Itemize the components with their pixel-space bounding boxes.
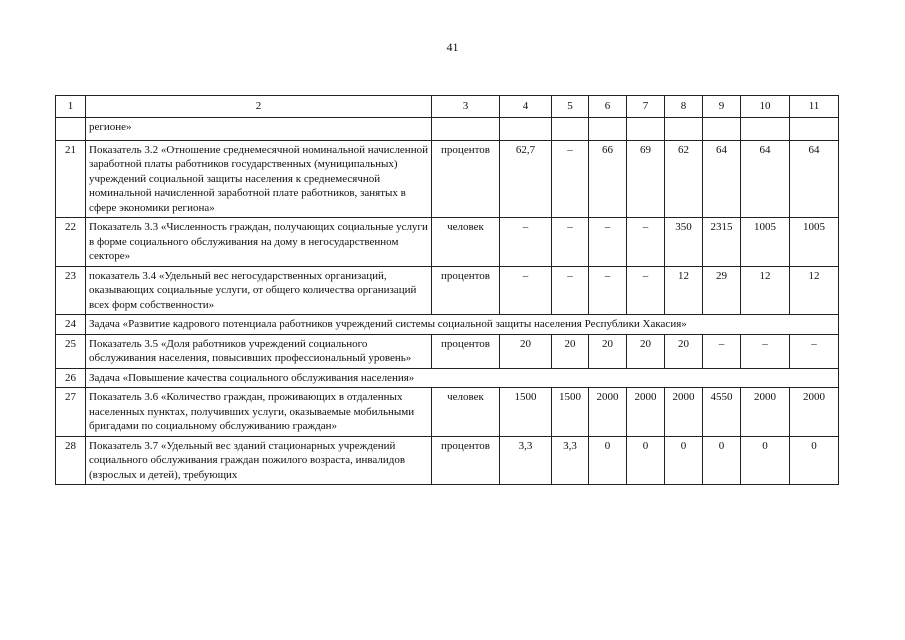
value-cell: 1500 [552, 388, 589, 437]
value-cell: 64 [703, 140, 741, 218]
row-number: 26 [56, 368, 86, 388]
value-cell: 2315 [703, 218, 741, 267]
table-cell [741, 117, 790, 140]
value-cell: 12 [790, 266, 839, 315]
value-cell: – [627, 218, 665, 267]
table-cell [589, 117, 627, 140]
unit-cell: человек [432, 218, 500, 267]
column-header: 10 [741, 96, 790, 118]
row-number: 25 [56, 334, 86, 368]
value-cell: 0 [703, 436, 741, 485]
column-header: 1 [56, 96, 86, 118]
value-cell: 2000 [665, 388, 703, 437]
indicator-table [55, 95, 839, 485]
value-cell: – [589, 218, 627, 267]
table-cell [432, 117, 500, 140]
value-cell: 20 [552, 334, 589, 368]
value-cell: 1005 [790, 218, 839, 267]
row-number: 28 [56, 436, 86, 485]
unit-cell: процентов [432, 140, 500, 218]
value-cell: 2000 [627, 388, 665, 437]
value-cell: 29 [703, 266, 741, 315]
unit-cell: процентов [432, 436, 500, 485]
value-cell: 0 [665, 436, 703, 485]
value-cell: – [790, 334, 839, 368]
row-number: 23 [56, 266, 86, 315]
value-cell: 0 [790, 436, 839, 485]
value-cell: 20 [665, 334, 703, 368]
table-row [56, 218, 839, 267]
value-cell: 2000 [589, 388, 627, 437]
value-cell: 2000 [741, 388, 790, 437]
value-cell: 350 [665, 218, 703, 267]
task-title: Задача «Развитие кадрового потенциала работников учреждений системы социальной защиты населения Республики Хакасия» [86, 315, 839, 335]
indicator-name: Показатель 3.6 «Количество граждан, проживающих в отдаленных населенных пунктах, получивших услуги, оказываемые мобильными бригадами по социальному обслуживанию граждан» [86, 388, 432, 437]
task-title: Задача «Повышение качества социального обслуживания населения» [86, 368, 839, 388]
row-number: 24 [56, 315, 86, 335]
table-row [56, 334, 839, 368]
value-cell: – [552, 140, 589, 218]
value-cell: 0 [627, 436, 665, 485]
value-cell: 62 [665, 140, 703, 218]
unit-cell: человек [432, 388, 500, 437]
column-header: 4 [500, 96, 552, 118]
value-cell: 66 [589, 140, 627, 218]
value-cell: – [703, 334, 741, 368]
unit-cell: процентов [432, 266, 500, 315]
table-row [56, 266, 839, 315]
column-header: 9 [703, 96, 741, 118]
value-cell: 2000 [790, 388, 839, 437]
value-cell: – [741, 334, 790, 368]
value-cell: 20 [500, 334, 552, 368]
table-cell [703, 117, 741, 140]
table-row [56, 388, 839, 437]
table-row [56, 140, 839, 218]
task-row [56, 368, 839, 388]
column-header: 8 [665, 96, 703, 118]
indicator-name: показатель 3.4 «Удельный вес негосударственных организаций, оказывающих социальные услуги, от общего количества организаций всех форм собственности» [86, 266, 432, 315]
value-cell: 0 [741, 436, 790, 485]
value-cell: 69 [627, 140, 665, 218]
indicator-name: Показатель 3.5 «Доля работников учреждений социального обслуживания населения, повысивших профессиональный уровень» [86, 334, 432, 368]
value-cell: 1005 [741, 218, 790, 267]
page-number: 41 [446, 40, 459, 54]
column-header: 2 [86, 96, 432, 118]
table-row [56, 436, 839, 485]
table-cell [500, 117, 552, 140]
row-number: 27 [56, 388, 86, 437]
value-cell: – [552, 266, 589, 315]
value-cell: 12 [665, 266, 703, 315]
value-cell: 20 [589, 334, 627, 368]
column-header: 11 [790, 96, 839, 118]
indicator-name: Показатель 3.3 «Численность граждан, получающих социальные услуги в форме социального обслуживания на дому в негосударственном секторе» [86, 218, 432, 267]
value-cell: – [589, 266, 627, 315]
value-cell: – [500, 266, 552, 315]
value-cell: 3,3 [500, 436, 552, 485]
value-cell: 3,3 [552, 436, 589, 485]
table-cell [790, 117, 839, 140]
unit-cell: процентов [432, 334, 500, 368]
column-header: 3 [432, 96, 500, 118]
table-cell [665, 117, 703, 140]
indicator-name: Показатель 3.7 «Удельный вес зданий стационарных учреждений социального обслуживания граждан пожилого возраста, инвалидов (взрослых и детей), требующих [86, 436, 432, 485]
value-cell: 20 [627, 334, 665, 368]
continuation-text: регионе» [86, 117, 432, 140]
value-cell: 64 [741, 140, 790, 218]
value-cell: – [552, 218, 589, 267]
value-cell: 62,7 [500, 140, 552, 218]
value-cell: – [627, 266, 665, 315]
header-row [56, 96, 839, 118]
column-header: 5 [552, 96, 589, 118]
continuation-row [56, 117, 839, 140]
value-cell: 1500 [500, 388, 552, 437]
indicator-name: Показатель 3.2 «Отношение среднемесячной номинальной начисленной заработной платы работников государственных (муниципальных) учреждений социальной защиты населения к среднемесячной номинальной начисленной заработной плате работников, занятых в сфере экономики региона» [86, 140, 432, 218]
value-cell: – [500, 218, 552, 267]
table-cell [627, 117, 665, 140]
column-header: 6 [589, 96, 627, 118]
table-cell [552, 117, 589, 140]
column-header: 7 [627, 96, 665, 118]
row-number: 22 [56, 218, 86, 267]
value-cell: 64 [790, 140, 839, 218]
row-number: 21 [56, 140, 86, 218]
value-cell: 4550 [703, 388, 741, 437]
task-row [56, 315, 839, 335]
table-cell [56, 117, 86, 140]
value-cell: 12 [741, 266, 790, 315]
value-cell: 0 [589, 436, 627, 485]
